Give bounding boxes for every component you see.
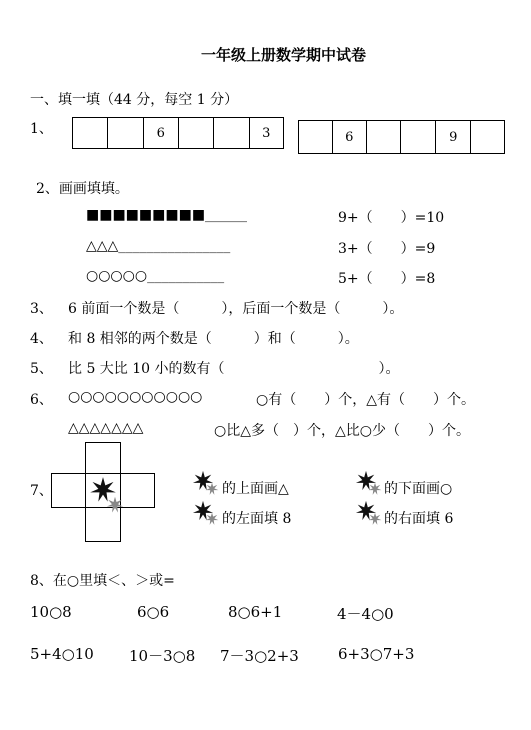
q7-instruction-below: 的下面画○ <box>384 481 453 497</box>
q4-number: 4、 <box>30 331 53 347</box>
answer-cell[interactable] <box>367 121 402 153</box>
q6-number: 6、 <box>30 392 53 408</box>
leaf-icon <box>367 482 383 496</box>
equation-3: 5+（ ）=8 <box>338 271 436 287</box>
q5-text: 比 5 大比 10 小的数有（ ）。 <box>68 361 400 377</box>
q7-instruction-right: 的右面填 6 <box>384 511 454 527</box>
answer-cell[interactable] <box>214 118 249 148</box>
q1-row-a <box>72 117 284 149</box>
q8-expression: 5+4○10 <box>30 645 94 663</box>
q6-circles: ○○○○○○○○○○○ <box>68 389 203 405</box>
q3-number: 3、 <box>30 301 53 317</box>
q8-expression: 8○6+1 <box>228 603 283 621</box>
triangles-row: △△△________________ <box>86 238 231 254</box>
q8-expression: 6+3○7+3 <box>338 645 415 663</box>
q7-instruction-above: 的上面画△ <box>222 481 289 497</box>
q3-text: 6 前面一个数是（ ），后面一个数是（ ）。 <box>68 301 404 317</box>
q6-circles-question: ○有（ ）个，△有（ ）个。 <box>256 392 475 408</box>
q7-number: 7、 <box>30 483 53 499</box>
equation-2: 3+（ ）=9 <box>338 241 436 257</box>
answer-cell[interactable] <box>108 118 143 148</box>
squares-row: ■■■■■■■■■______ <box>86 207 248 223</box>
answer-cell[interactable] <box>73 118 108 148</box>
answer-cell[interactable] <box>401 121 436 153</box>
answer-cell[interactable] <box>471 121 504 153</box>
q1-number: 1、 <box>30 121 53 137</box>
given-cell: 6 <box>333 121 367 153</box>
q8-expression: 6○6 <box>137 603 170 621</box>
q8-label: 8、在○里填＜、＞或= <box>30 573 175 589</box>
section-heading: 一、填一填（44 分，每空 1 分） <box>30 92 239 108</box>
given-cell: 9 <box>436 121 471 153</box>
q7-instruction-left: 的左面填 8 <box>222 511 292 527</box>
leaf-icon <box>367 512 383 526</box>
given-cell: 6 <box>144 118 179 148</box>
leaf-icon <box>204 512 220 526</box>
q6-triangles: △△△△△△△ <box>68 420 144 436</box>
q8-expression: 10○8 <box>30 603 72 621</box>
answer-cell[interactable] <box>299 121 333 153</box>
q5-number: 5、 <box>30 361 53 377</box>
leaf-icon <box>204 482 220 496</box>
page-title: 一年级上册数学期中试卷 <box>201 46 367 64</box>
q8-expression: 10－3○8 <box>129 647 196 665</box>
leaf-icon <box>104 496 126 514</box>
q1-row-b <box>298 120 505 154</box>
answer-cell[interactable] <box>179 118 214 148</box>
circles-row: ○○○○○___________ <box>86 268 225 284</box>
given-cell: 3 <box>262 125 271 141</box>
equation-1: 9+（ ）=10 <box>338 210 445 226</box>
q4-text: 和 8 相邻的两个数是（ ）和（ ）。 <box>68 331 359 347</box>
q2-label: 2、画画填填。 <box>36 181 129 197</box>
q8-expression: 7－3○2+3 <box>220 647 299 665</box>
q8-expression: 4－4○0 <box>337 605 394 623</box>
q6-triangles-question: ○比△多（ ）个，△比○少（ ）个。 <box>214 423 470 439</box>
